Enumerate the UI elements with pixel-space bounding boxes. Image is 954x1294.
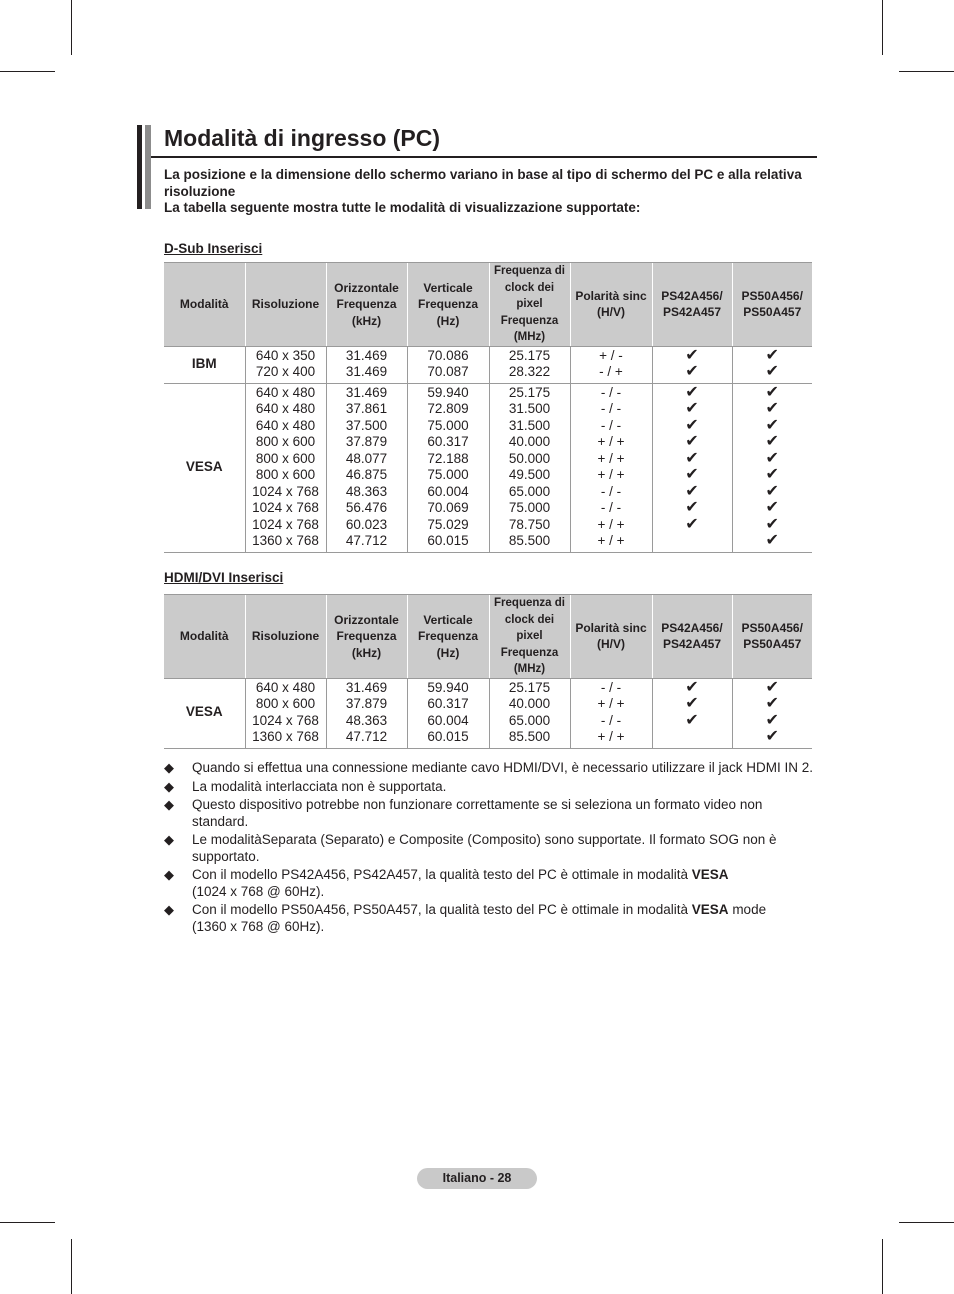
cell-value: 31.469 bbox=[345, 364, 388, 379]
note-text: Le modalitàSeparata (Separato) e Composite (Composito) sono supportate. Il formato SOG non è supportato. bbox=[192, 832, 777, 864]
column-header: PS42A456/ PS42A457 bbox=[652, 263, 732, 347]
title-accent-bar-gray bbox=[145, 125, 151, 209]
hdmi-mode-table bbox=[164, 594, 812, 749]
cell-value: 47.712 bbox=[345, 729, 388, 744]
crop-mark bbox=[71, 0, 72, 55]
diamond-bullet-icon: ◆ bbox=[164, 832, 174, 847]
note-text-after: mode bbox=[728, 902, 767, 917]
cell-value: 1360 x 768 bbox=[252, 729, 319, 744]
resolution-cell bbox=[245, 346, 326, 383]
cell-value: + / - bbox=[599, 347, 623, 363]
ps50-support-cell bbox=[732, 678, 812, 748]
table-row bbox=[164, 678, 812, 748]
cell-value: 59.940 bbox=[427, 384, 469, 400]
checkmark-icon: ✔ bbox=[765, 449, 779, 467]
cell-value: 65.000 bbox=[508, 712, 551, 728]
checkmark-icon: ✔ bbox=[685, 433, 699, 450]
note-item bbox=[164, 760, 814, 777]
note-text: Con il modello PS50A456, PS50A457, la qualità testo del PC è ottimale in modalità bbox=[192, 902, 692, 917]
polarity-cell bbox=[570, 678, 652, 748]
diamond-bullet-icon: ◆ bbox=[164, 778, 174, 794]
pixel-clock-cell bbox=[489, 678, 570, 748]
cell-value: - / - bbox=[600, 500, 622, 515]
cell-value: 85.500 bbox=[508, 729, 551, 744]
v-freq-cell bbox=[407, 678, 489, 748]
cell-value: 40.000 bbox=[508, 696, 551, 711]
cell-value: + / + bbox=[597, 450, 625, 466]
cell-value: 70.086 bbox=[427, 347, 469, 363]
checkmark-icon: ✔ bbox=[765, 499, 779, 516]
cell-value: 60.317 bbox=[427, 434, 469, 449]
checkmark-icon: ✔ bbox=[685, 515, 699, 533]
cell-value: 48.077 bbox=[345, 450, 388, 466]
cell-value: 1024 x 768 bbox=[252, 483, 319, 499]
cell-value: 50.000 bbox=[508, 450, 551, 466]
checkmark-icon: ✔ bbox=[685, 363, 699, 380]
ps50-support-cell bbox=[732, 346, 812, 383]
cell-value: 1360 x 768 bbox=[252, 533, 319, 548]
polarity-cell bbox=[570, 346, 652, 383]
crop-mark bbox=[71, 1239, 72, 1294]
cell-value: 28.322 bbox=[508, 364, 551, 379]
cell-value: + / + bbox=[597, 729, 625, 744]
cell-value: 37.879 bbox=[345, 696, 388, 711]
cell-value: 60.015 bbox=[427, 729, 469, 744]
cell-value: 800 x 600 bbox=[255, 696, 316, 711]
column-header: Modalità bbox=[164, 263, 245, 347]
pixel-clock-cell bbox=[489, 346, 570, 383]
checkmark-icon: ✔ bbox=[685, 400, 699, 417]
checkmark-icon: ✔ bbox=[765, 711, 779, 729]
v-freq-cell bbox=[407, 383, 489, 552]
checkmark-icon: ✔ bbox=[765, 678, 779, 696]
checkmark-icon: ✔ bbox=[765, 695, 779, 712]
cell-value: 60.023 bbox=[345, 516, 388, 532]
cell-value: 60.004 bbox=[427, 483, 469, 499]
checkmark-icon: ✔ bbox=[685, 466, 699, 483]
checkmark-icon: ✔ bbox=[765, 532, 779, 549]
checkmark-icon: ✔ bbox=[685, 416, 699, 434]
mode-cell: VESA bbox=[164, 678, 245, 748]
cell-value: + / + bbox=[597, 533, 625, 548]
h-freq-cell bbox=[326, 346, 407, 383]
cell-value: - / - bbox=[600, 679, 622, 695]
cell-value: 49.500 bbox=[508, 467, 551, 482]
cell-value: 47.712 bbox=[345, 533, 388, 548]
column-header: Risoluzione bbox=[245, 595, 326, 679]
resolution-cell bbox=[245, 383, 326, 552]
column-header: Risoluzione bbox=[245, 263, 326, 347]
column-header: PS42A456/ PS42A457 bbox=[652, 595, 732, 679]
checkmark-icon: ✔ bbox=[765, 482, 779, 500]
checkmark-icon: ✔ bbox=[685, 695, 699, 712]
cell-value: - / + bbox=[599, 364, 623, 379]
column-header: Orizzontale Frequenza (kHz) bbox=[326, 595, 407, 679]
cell-value: 37.861 bbox=[345, 401, 388, 416]
cell-value: 60.317 bbox=[427, 696, 469, 711]
column-header: PS50A456/ PS50A457 bbox=[732, 263, 812, 347]
ps42-support-cell bbox=[652, 346, 732, 383]
checkmark-icon: ✔ bbox=[685, 711, 699, 729]
crop-mark bbox=[899, 71, 954, 72]
page-number: Italiano - 28 bbox=[417, 1168, 537, 1189]
title-accent-bar bbox=[137, 125, 142, 209]
crop-mark bbox=[882, 0, 883, 55]
note-item bbox=[164, 779, 814, 796]
table-header-row bbox=[164, 263, 812, 347]
column-header: Verticale Frequenza (Hz) bbox=[407, 595, 489, 679]
cell-value: 78.750 bbox=[508, 516, 551, 532]
cell-value: 640 x 480 bbox=[255, 401, 316, 416]
cell-value: 59.940 bbox=[427, 679, 469, 695]
cell-value: 75.000 bbox=[427, 417, 469, 433]
ps50-support-cell bbox=[732, 383, 812, 552]
crop-mark bbox=[0, 71, 55, 72]
diamond-bullet-icon: ◆ bbox=[164, 760, 174, 775]
intro-text bbox=[164, 167, 804, 217]
note-text: La modalità interlacciata non è supportata. bbox=[192, 778, 447, 794]
checkmark-icon: ✔ bbox=[685, 499, 699, 516]
cell-value: + / + bbox=[597, 434, 625, 449]
polarity-cell bbox=[570, 383, 652, 552]
note-text: Con il modello PS42A456, PS42A457, la qualità testo del PC è ottimale in modalità bbox=[192, 867, 692, 882]
table-row bbox=[164, 346, 812, 383]
mode-cell: IBM bbox=[164, 346, 245, 383]
cell-value: 85.500 bbox=[508, 533, 551, 548]
cell-value: 640 x 480 bbox=[255, 679, 316, 695]
intro-line: La tabella seguente mostra tutte le modalità di visualizzazione supportate: bbox=[164, 200, 641, 215]
note-emphasis: VESA bbox=[691, 902, 729, 917]
column-header: Verticale Frequenza (Hz) bbox=[407, 263, 489, 347]
checkmark-icon: ✔ bbox=[765, 346, 779, 364]
note-text-continuation: (1360 x 768 @ 60Hz). bbox=[192, 918, 325, 934]
checkmark-icon: ✔ bbox=[765, 416, 779, 434]
cell-value: 25.175 bbox=[508, 384, 551, 400]
ps42-support-cell bbox=[652, 383, 732, 552]
column-header: Frequenza di clock dei pixel Frequenza (MHz) bbox=[489, 595, 570, 679]
cell-value: + / + bbox=[597, 696, 625, 711]
cell-value: 800 x 600 bbox=[255, 467, 316, 482]
cell-value: + / + bbox=[597, 516, 625, 532]
crop-mark bbox=[899, 1222, 954, 1223]
mode-cell: VESA bbox=[164, 383, 245, 552]
cell-value: - / - bbox=[600, 712, 622, 728]
cell-value: 25.175 bbox=[508, 679, 551, 695]
diamond-bullet-icon: ◆ bbox=[164, 902, 174, 917]
cell-value: 640 x 350 bbox=[255, 347, 316, 363]
cell-value: 75.000 bbox=[427, 467, 469, 482]
pixel-clock-cell bbox=[489, 383, 570, 552]
dsub-mode-table bbox=[164, 262, 812, 553]
v-freq-cell bbox=[407, 346, 489, 383]
cell-value: 60.015 bbox=[427, 533, 469, 548]
cell-value: 1024 x 768 bbox=[252, 712, 319, 728]
column-header: Polarità sinc (H/V) bbox=[570, 263, 652, 347]
dsub-section-label: D-Sub Inserisci bbox=[164, 241, 263, 256]
crop-mark bbox=[0, 1222, 55, 1223]
resolution-cell bbox=[245, 678, 326, 748]
checkmark-icon: ✔ bbox=[685, 346, 699, 364]
cell-value: 31.469 bbox=[345, 384, 388, 400]
cell-value: 640 x 480 bbox=[255, 384, 316, 400]
h-freq-cell bbox=[326, 678, 407, 748]
cell-value: - / - bbox=[600, 401, 622, 416]
table-header-row bbox=[164, 595, 812, 679]
cell-value: 640 x 480 bbox=[255, 417, 316, 433]
cell-value: 65.000 bbox=[508, 483, 551, 499]
cell-value: 70.087 bbox=[427, 364, 469, 379]
checkmark-icon: ✔ bbox=[765, 433, 779, 450]
cell-value: 800 x 600 bbox=[255, 434, 316, 449]
note-item bbox=[164, 867, 814, 900]
column-header: Orizzontale Frequenza (kHz) bbox=[326, 263, 407, 347]
checkmark-icon bbox=[655, 533, 730, 550]
checkmark-icon: ✔ bbox=[685, 449, 699, 467]
column-header: Frequenza di clock dei pixel Frequenza (MHz) bbox=[489, 263, 570, 347]
cell-value: 75.000 bbox=[508, 500, 551, 515]
cell-value: + / + bbox=[597, 467, 625, 482]
notes-list bbox=[164, 760, 814, 937]
intro-line: La posizione e la dimensione dello schermo variano in base al tipo di schermo del PC e alla relativa risoluzione bbox=[164, 167, 802, 199]
cell-value: 37.879 bbox=[345, 434, 388, 449]
cell-value: 40.000 bbox=[508, 434, 551, 449]
cell-value: 25.175 bbox=[508, 347, 551, 363]
cell-value: 37.500 bbox=[345, 417, 388, 433]
column-header: PS50A456/ PS50A457 bbox=[732, 595, 812, 679]
ps42-support-cell bbox=[652, 678, 732, 748]
title-rule bbox=[151, 156, 817, 158]
cell-value: 31.500 bbox=[508, 401, 551, 416]
column-header: Polarità sinc (H/V) bbox=[570, 595, 652, 679]
checkmark-icon: ✔ bbox=[765, 515, 779, 533]
checkmark-icon: ✔ bbox=[765, 400, 779, 417]
diamond-bullet-icon: ◆ bbox=[164, 867, 174, 882]
note-item bbox=[164, 797, 814, 830]
cell-value: - / - bbox=[600, 483, 622, 499]
checkmark-icon: ✔ bbox=[685, 482, 699, 500]
checkmark-icon: ✔ bbox=[685, 678, 699, 696]
checkmark-icon: ✔ bbox=[765, 383, 779, 401]
cell-value: - / - bbox=[600, 417, 622, 433]
cell-value: 31.469 bbox=[345, 347, 388, 363]
note-item bbox=[164, 832, 814, 865]
cell-value: 75.029 bbox=[427, 516, 469, 532]
checkmark-icon: ✔ bbox=[765, 466, 779, 483]
cell-value: 31.469 bbox=[345, 679, 388, 695]
cell-value: 800 x 600 bbox=[255, 450, 316, 466]
note-text: Quando si effettua una connessione mediante cavo HDMI/DVI, è necessario utilizzare il jack HDMI IN 2. bbox=[192, 760, 814, 775]
note-text-continuation: (1024 x 768 @ 60Hz). bbox=[192, 883, 325, 899]
cell-value: 60.004 bbox=[427, 712, 469, 728]
cell-value: 46.875 bbox=[345, 467, 388, 482]
cell-value: 70.069 bbox=[427, 500, 469, 515]
column-header: Modalità bbox=[164, 595, 245, 679]
cell-value: 72.188 bbox=[427, 450, 469, 466]
cell-value: 1024 x 768 bbox=[252, 500, 319, 515]
note-item bbox=[164, 902, 814, 935]
crop-mark bbox=[882, 1239, 883, 1294]
checkmark-icon: ✔ bbox=[685, 383, 699, 401]
table-row bbox=[164, 383, 812, 552]
hdmi-section-label: HDMI/DVI Inserisci bbox=[164, 570, 284, 585]
cell-value: - / - bbox=[600, 384, 622, 400]
cell-value: 72.809 bbox=[427, 401, 469, 416]
cell-value: 48.363 bbox=[345, 483, 388, 499]
page-title: Modalità di ingresso (PC) bbox=[164, 125, 441, 151]
h-freq-cell bbox=[326, 383, 407, 552]
note-emphasis: VESA bbox=[691, 867, 729, 882]
checkmark-icon: ✔ bbox=[765, 363, 779, 380]
checkmark-icon: ✔ bbox=[765, 728, 779, 745]
cell-value: 48.363 bbox=[345, 712, 388, 728]
note-text: Questo dispositivo potrebbe non funzionare correttamente se si seleziona un formato video non standard. bbox=[192, 797, 763, 829]
cell-value: 720 x 400 bbox=[255, 364, 316, 379]
checkmark-icon bbox=[655, 729, 730, 746]
cell-value: 31.500 bbox=[508, 417, 551, 433]
cell-value: 1024 x 768 bbox=[252, 516, 319, 532]
cell-value: 56.476 bbox=[345, 500, 388, 515]
diamond-bullet-icon: ◆ bbox=[164, 797, 174, 812]
